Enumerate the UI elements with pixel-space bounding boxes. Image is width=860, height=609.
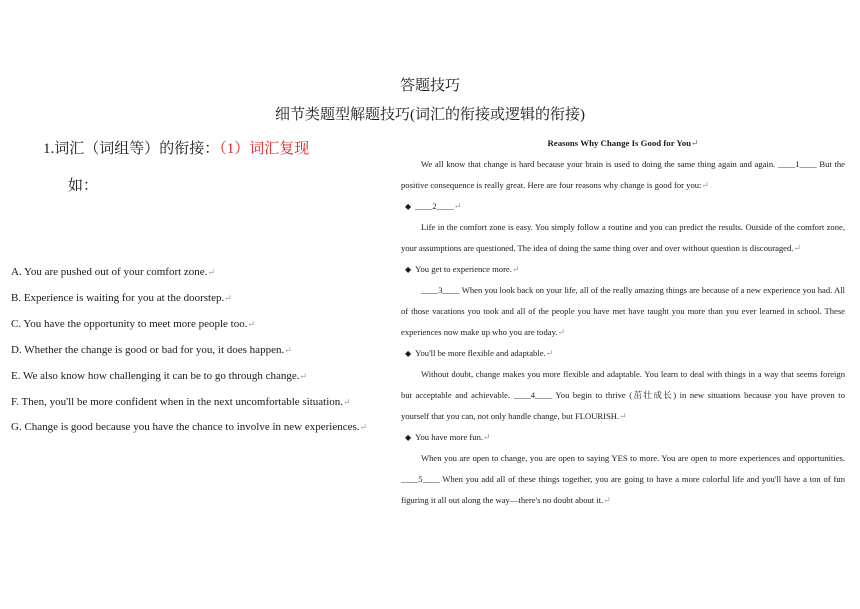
diamond-bullet-icon: ◆	[405, 265, 412, 274]
option-e: E. We also know how challenging it can be to go through change.↵	[11, 369, 308, 382]
return-mark: ↵	[299, 370, 308, 381]
return-mark: ↵	[224, 292, 232, 303]
article-paragraph: When you are open to change, you are open to saying YES to more. You are open to more experiences and opportunities. ____5____ When you add all of these things together, you are going to have a more colorful life and you'll have a ton of fun figuring it all out along the way—there's no doubt about it.↵	[401, 453, 845, 505]
article-title: Reasons Why Change Is Good for You↵	[547, 138, 699, 148]
article-subheading: ◆ You'll be more flexible and adaptable.↵	[405, 348, 554, 358]
option-d: D. Whether the change is good or bad for you, it does happen.↵	[11, 343, 292, 356]
option-b: B. Experience is waiting for you at the doorstep.↵	[11, 291, 232, 304]
diamond-bullet-icon: ◆	[405, 202, 412, 211]
page-title: 答题技巧	[399, 78, 460, 94]
option-a: A. You are pushed out of your comfort zone.↵	[11, 266, 215, 278]
example-label: 如：	[68, 178, 99, 194]
diamond-bullet-icon: ◆	[405, 433, 412, 442]
article-paragraph: Without doubt, change makes you more flexible and adaptable. You learn to deal with things in a way that seems foreign but acceptable and achievable. ____4____ You begin to thrive (茁壮成长) in new situations because you have proven to yourself that you can, not only handle change, but FLOURISH.↵	[401, 369, 845, 421]
heading-highlight: （1）词汇复现	[219, 141, 310, 157]
option-g: G. Change is good because you have the chance to involve in new experiences.↵	[11, 421, 368, 434]
article-subheading: ◆ You get to experience more.↵	[405, 264, 520, 274]
article-subheading: ◆ ____2____↵	[405, 201, 462, 211]
return-mark: ↵	[343, 396, 351, 407]
return-mark: ↵	[284, 344, 292, 355]
options-list	[11, 260, 367, 441]
return-mark: ↵	[207, 267, 215, 277]
section-heading	[43, 137, 309, 158]
article-paragraph: We all know that change is hard because your brain is used to doing the same thing again and again. ____1____ But the positive consequence is really great. Here are four reasons why change is good for you:↵	[401, 159, 845, 190]
article-paragraph: ____3____ When you look back on your life, all of the really amazing things are because of a new experience you had. All of those vacations you took and all of the people you have met have taught you more than you ever learned in school. These experiences now make up who you are today.↵	[401, 285, 845, 337]
article-passage	[401, 133, 845, 511]
article-paragraph: Life in the comfort zone is easy. You simply follow a routine and you can predict the results. Outside of the comfort zone, your assumptions are questioned. The idea of doing the same thing over and over without question is discouraged.↵	[401, 222, 845, 253]
return-mark: ↵	[247, 318, 256, 329]
return-mark: ↵	[359, 422, 368, 433]
page-subtitle: 细节类题型解题技巧(词汇的衔接或逻辑的衔接)	[275, 107, 585, 123]
heading-text: 1.词汇（词组等）的衔接：	[43, 141, 220, 157]
option-c: C. You have the opportunity to meet more people too.↵	[11, 317, 256, 330]
diamond-bullet-icon: ◆	[405, 349, 412, 358]
option-f: F. Then, you'll be more confident when in the next uncomfortable situation.↵	[11, 395, 351, 408]
article-subheading: ◆ You have more fun.↵	[405, 432, 491, 442]
